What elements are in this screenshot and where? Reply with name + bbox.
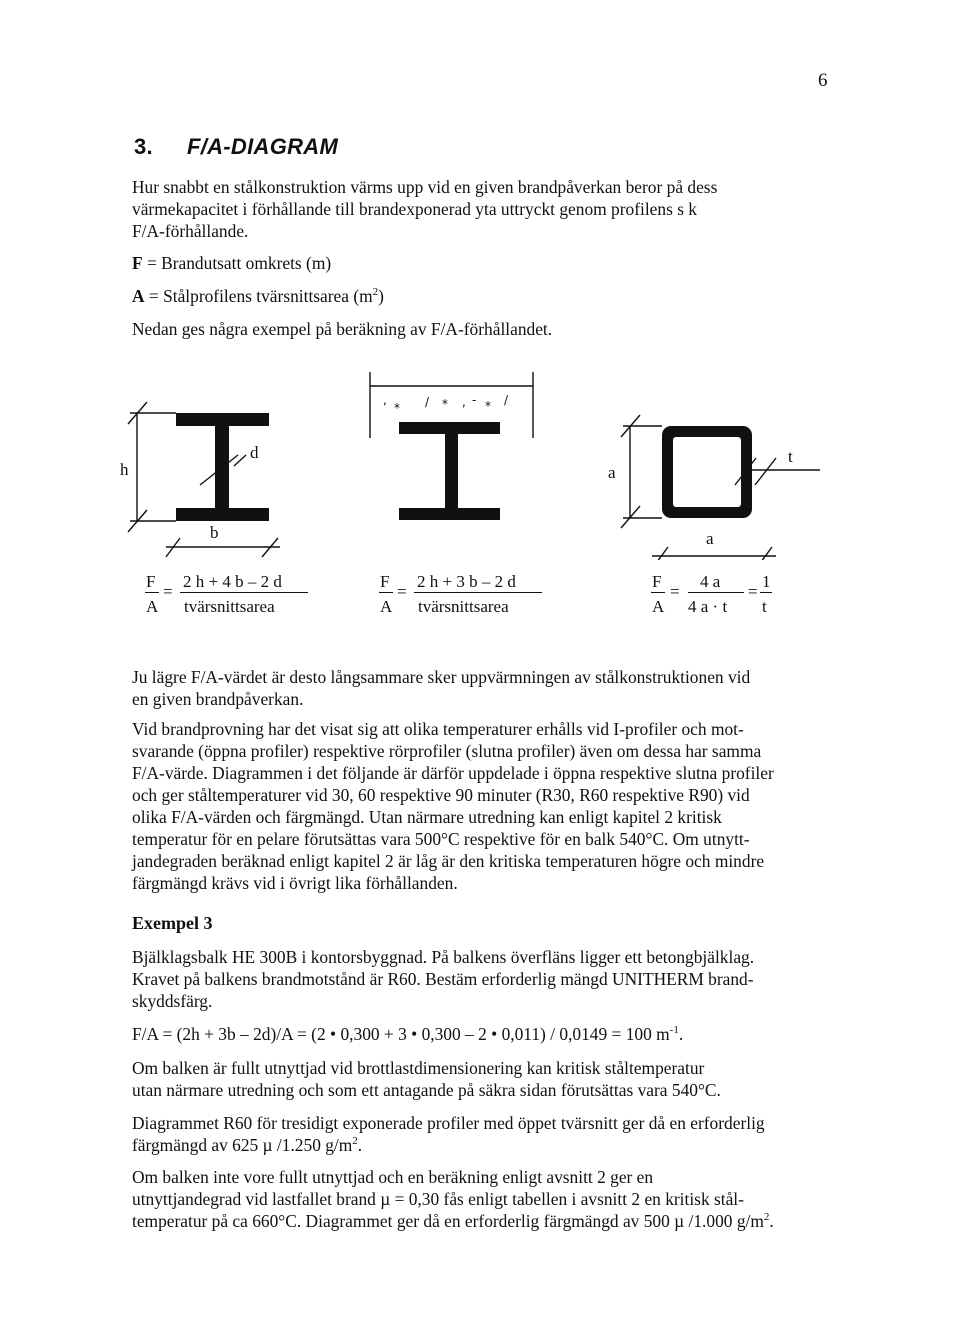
- page-number: 6: [818, 70, 828, 91]
- examples-intro-text: Nedan ges några exempel på beräkning av F/A-förhållandet.: [132, 319, 553, 339]
- intro-line: F/A-förhållande.: [132, 221, 249, 241]
- definition-a: [132, 285, 832, 307]
- body-line: en given brandpåverkan.: [132, 689, 304, 709]
- formula-2-rule: [414, 592, 542, 593]
- example-line: Om balken inte vore fullt utnyttjad och en beräkning enligt avsnitt 2 ger en: [132, 1167, 654, 1187]
- intro-line: Hur snabbt en stålkonstruktion värms upp vid en given brandpåverkan beror på dess: [132, 177, 718, 197]
- example-p3-sup: 2: [352, 1135, 358, 1148]
- formula-3-eq2: =: [748, 582, 758, 601]
- body-paragraph-2: [132, 718, 832, 894]
- definition-a-sup: 2: [372, 286, 379, 299]
- svg-text:*: *: [394, 401, 400, 415]
- section-heading: [134, 134, 338, 160]
- body-line: F/A-värde. Diagrammen i det följande är därför uppdelade i öppna respektive slutna profiler: [132, 763, 774, 783]
- body-line: olika F/A-värden och färgmängd. Utan närmare utredning kan enligt kapitel 2 kritisk: [132, 807, 722, 827]
- example-paragraph-2: [132, 1057, 832, 1101]
- slab-aggregate: [383, 393, 509, 415]
- body-line: färgmängd krävs vid i övrigt lika förhållanden.: [132, 873, 458, 893]
- examples-intro: [132, 318, 832, 340]
- intro-line: värmekapacitet i förhållande till brandexponerad yta uttryckt genom profilens s k: [132, 199, 698, 219]
- example-line: [132, 1210, 832, 1232]
- formula-1-lhs-top: F: [146, 572, 156, 591]
- definition-f-symbol: F: [132, 253, 143, 273]
- formula-2-denominator: tvärsnittsarea: [418, 597, 509, 616]
- example-p4-end: .: [769, 1211, 774, 1231]
- body-line: Ju lägre F/A-värdet är desto långsammare sker uppvärmningen av stålkonstruktionen vid: [132, 667, 751, 687]
- example-line: Om balken är fullt utnyttjad vid brottlastdimensionering kan kritisk ståltemperatur: [132, 1058, 705, 1078]
- example-line: Bjälklagsbalk HE 300B i kontorsbyggnad. På balkens överfläns ligger ett betongbjälklag.: [132, 947, 755, 967]
- example-calculation-sup: -1: [669, 1024, 679, 1037]
- i-profile-three-sided: [399, 422, 500, 520]
- formula-1-rule: [180, 592, 308, 593]
- svg-text:,: ,: [462, 395, 466, 409]
- example-p3-end: .: [357, 1135, 363, 1155]
- svg-text:,: ,: [383, 393, 387, 407]
- label-h: h: [120, 460, 129, 479]
- dimension-a-bottom: [652, 547, 776, 560]
- body-line: svarande (öppna profiler) respektive rörprofiler (slutna profiler) även om dessa har samma: [132, 741, 762, 761]
- dimension-h: [128, 402, 176, 532]
- cross-section-figure: [0, 360, 960, 560]
- body-paragraph-1: [132, 666, 832, 710]
- example-line: [132, 1134, 832, 1156]
- formula-3-lhs-rule: [651, 592, 665, 593]
- example-p4-sup: 2: [763, 1211, 770, 1224]
- example-line: utan närmare utredning och som ett antagande på säkra sidan förutsättas vara 540°C.: [132, 1080, 721, 1100]
- svg-text:/: /: [504, 393, 509, 407]
- example-p4-text: temperatur på ca 660°C. Diagrammet ger då en erforderlig färgmängd av 500 µ /1.000 g/m: [132, 1211, 764, 1231]
- formula-3-denominator: 4 a · t: [688, 597, 728, 616]
- svg-text:/: /: [425, 395, 430, 409]
- dimension-b: [166, 538, 280, 557]
- example-line: skyddsfärg.: [132, 991, 213, 1011]
- formula-3-rule: [688, 592, 744, 593]
- formula-2-numerator: 2 h + 3 b – 2 d: [417, 572, 516, 591]
- formula-3-lhs-top: F: [652, 572, 662, 591]
- definition-a-close: ): [378, 286, 384, 306]
- example-calculation-text: F/A = (2h + 3b – 2d)/A = (2 • 0,300 + 3 • 0,300 – 2 • 0,011) / 0,0149 = 100 m: [132, 1024, 670, 1044]
- formula-1-denominator: tvärsnittsarea: [184, 597, 275, 616]
- label-d: d: [250, 443, 259, 462]
- formula-1-lhs-bottom: A: [146, 597, 159, 616]
- formula-3-rule-2: [760, 592, 772, 593]
- box-profile: [662, 426, 752, 518]
- dimension-a-side: [621, 415, 662, 528]
- label-a-side: a: [608, 463, 616, 482]
- example-line: utnyttjandegrad vid lastfallet brand µ = 0,30 fås enligt tabellen i avsnitt 2 en kritisk stål-: [132, 1189, 744, 1209]
- example-heading: Exempel 3: [132, 913, 213, 933]
- svg-text:*: *: [485, 399, 491, 413]
- definition-f-text: = Brandutsatt omkrets (m): [142, 253, 332, 273]
- formula-3-numerator-2: 1: [762, 572, 771, 591]
- definition-a-text: = Stålprofilens tvärsnittsarea (m: [144, 286, 373, 306]
- label-a-bottom: a: [706, 529, 714, 548]
- svg-text:*: *: [442, 397, 448, 411]
- formula-3-lhs-bottom: A: [652, 597, 665, 616]
- formula-2-lhs-top: F: [380, 572, 390, 591]
- example-calculation-end: .: [678, 1024, 684, 1044]
- formula-3-denominator-2: t: [762, 597, 767, 616]
- body-line: Vid brandprovning har det visat sig att olika temperaturer erhålls vid I-profiler och mot-: [132, 719, 744, 739]
- example-calculation: [132, 1023, 832, 1045]
- formula-1-lhs-rule: [145, 592, 159, 593]
- formula-2-lhs-bottom: A: [380, 597, 393, 616]
- intro-paragraph: [132, 176, 832, 242]
- label-t: t: [788, 447, 793, 466]
- definition-f: [132, 252, 832, 274]
- example-p3-text: färgmängd av 625 µ /1.250 g/m: [132, 1135, 353, 1155]
- section-title: F/A-DIAGRAM: [186, 134, 339, 159]
- label-b: b: [210, 523, 219, 542]
- section-number: 3.: [134, 134, 153, 159]
- example-line: Diagrammet R60 för tresidigt exponerade profiler med öppet tvärsnitt ger då en erforderlig: [132, 1113, 765, 1133]
- formula-3-numerator: 4 a: [700, 572, 721, 591]
- body-line: och ger ståltemperaturer vid 30, 60 respektive 90 minuter (R30, R60 respektive R90) vid: [132, 785, 750, 805]
- body-line: jandegraden beräknad enligt kapitel 2 är låg är den kritiska temperaturen högre och mindre: [132, 851, 765, 871]
- definition-a-symbol: A: [132, 286, 145, 306]
- formula-1-numerator: 2 h + 4 b – 2 d: [183, 572, 282, 591]
- formula-3-eq: =: [670, 582, 680, 601]
- body-line: temperatur för en pelare förutsättas vara 500°C respektive för en balk 540°C. Om utnytt-: [132, 829, 750, 849]
- example-paragraph-4: [132, 1166, 832, 1232]
- svg-text:-: -: [472, 393, 477, 407]
- formula-1-eq: =: [163, 582, 173, 601]
- formula-2-lhs-rule: [379, 592, 393, 593]
- example-paragraph-1: [132, 946, 832, 1012]
- example-paragraph-3: [132, 1112, 832, 1156]
- formula-2-eq: =: [397, 582, 407, 601]
- example-line: Kravet på balkens brandmotstånd är R60. Bestäm erforderlig mängd UNITHERM brand-: [132, 969, 754, 989]
